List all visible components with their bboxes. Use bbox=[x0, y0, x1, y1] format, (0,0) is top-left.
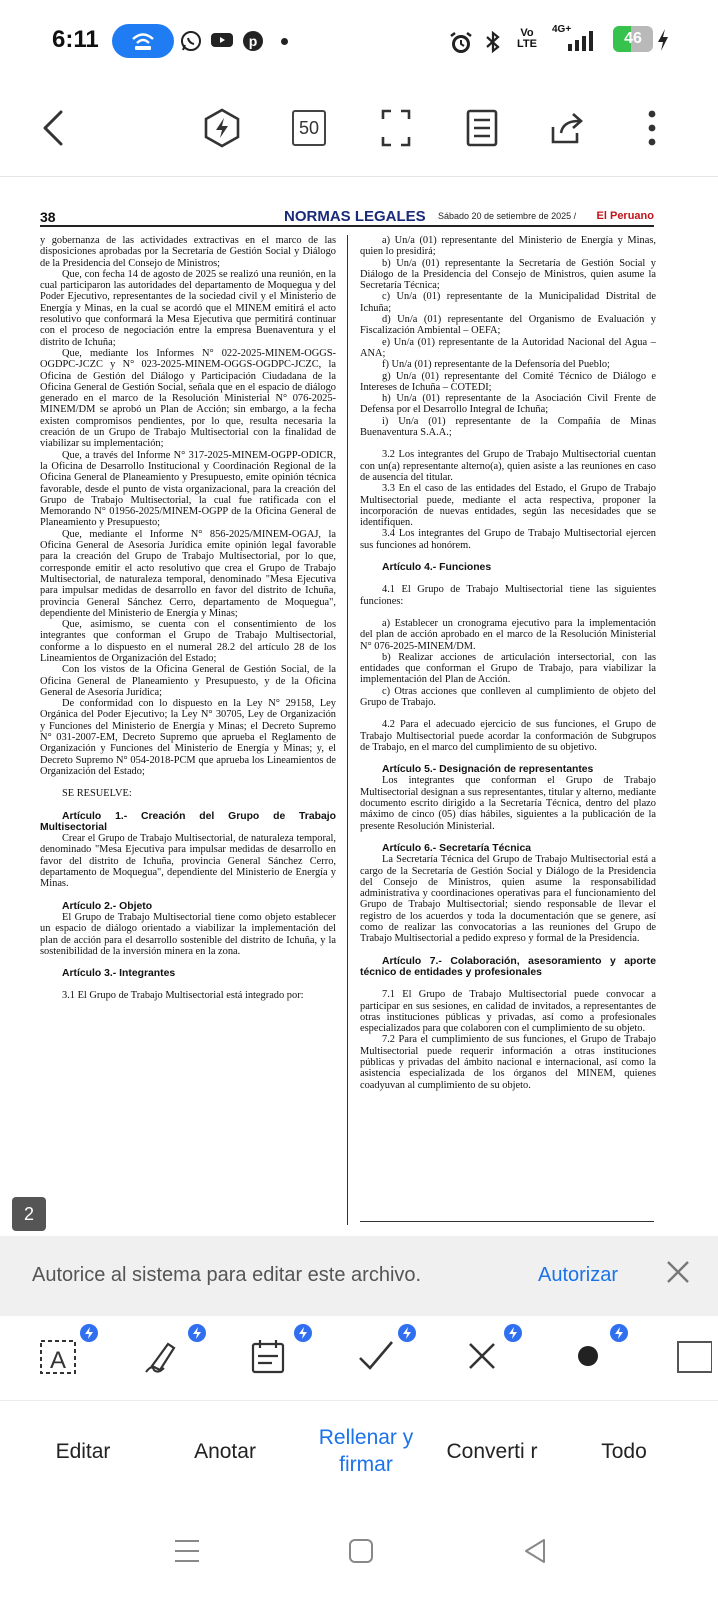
battery-level: 46 bbox=[624, 30, 642, 47]
premium-badge-icon bbox=[504, 1324, 522, 1342]
paragraph: Con los vistos de la Oficina General de Gestión Social, de la Oficina General de Planeamiento y Presupuesto, y de la Oficina General de Asesoría Jurídica; bbox=[40, 664, 336, 698]
whatsapp-icon bbox=[180, 30, 202, 52]
paragraph: La Secretaría Técnica del Grupo de Trabajo Multisectorial está a cargo de la Secretaría de Gestión Social y Diálogo de la Presidencia del Consejo de Ministros, quien asume la responsabilidad administrativa y coordinaciones operativas para el funcionamiento del Grupo de Trabajo Multisectorial; siendo responsable de llevar el registro de los acuerdos y toda la documentación que se genere, así como de realizar las convocatorias a las reuniones del Grupo de Trabajo Multisectorial a pedido expreso y formal de la Presidencia. bbox=[360, 854, 656, 945]
paragraph: a) Un/a (01) representante del Ministerio de Energía y Minas, quien lo presidirá; bbox=[360, 235, 656, 258]
back-nav-icon[interactable] bbox=[520, 1536, 550, 1566]
permission-banner bbox=[0, 1236, 718, 1316]
recents-icon[interactable] bbox=[172, 1536, 202, 1566]
article-heading: Artículo 4.- Funciones bbox=[382, 562, 492, 574]
paragraph: f) Un/a (01) representante de la Defensoría del Pueblo; bbox=[382, 359, 610, 371]
column-divider bbox=[347, 235, 348, 1225]
battery-indicator bbox=[613, 26, 653, 52]
article-heading: Artículo 3.- Integrantes bbox=[62, 968, 176, 980]
paragraph: Que, con fecha 14 de agosto de 2025 se realizó una reunión, en la cual participaron las autoridades del departamento de Moquegua y del Poder Ejecutivo, representantes de la sociedad civil y el Ministerio de Energía y Minas, en la cual se acordó que el MINEM emitirá el acto resolutivo que conformará la Mesa Ejecutiva que permitirá continuar con el proceso de negociación entre la empresa Buenaventura y el distrito de Ichuña; bbox=[40, 268, 336, 348]
tab-todo[interactable]: Todo bbox=[601, 1439, 647, 1463]
publication-date: Sábado 20 de setiembre de 2025 / bbox=[438, 211, 577, 221]
home-icon[interactable] bbox=[346, 1536, 376, 1566]
paragraph: y gobernanza de las actividades extractivas en el marco de las disposiciones aprobadas por la Secretaría de Gestión Social y Diálogo de la Presidencia del Consejo de Ministros; bbox=[40, 235, 336, 269]
article-heading: Artículo 1.- Creación del Grupo de Trabajo Multisectorial bbox=[40, 810, 336, 833]
right-column bbox=[360, 235, 656, 1091]
paragraph: h) Un/a (01) representante de la Asociación Civil Frente de Defensa por el Desarrollo Integral de Ichuña; bbox=[360, 393, 656, 416]
paragraph: 7.1 El Grupo de Trabajo Multisectorial puede convocar a participar en sus sesiones, en calidad de invitados, a representantes de otras instituciones públicas y privadas, así como a profesionales especializados para que colaboren con el cumplimiento de su objeto. bbox=[360, 989, 656, 1035]
paragraph: i) Un/a (01) representante de la Compañía de Minas Buenaventura S.A.A.; bbox=[360, 415, 656, 439]
tab-rellenar-y-firmar[interactable]: Rellenar y firmar bbox=[318, 1426, 414, 1476]
notification-dot bbox=[281, 38, 288, 45]
tab-convertir[interactable]: Converti r bbox=[446, 1439, 538, 1463]
checkmark-icon[interactable] bbox=[354, 1334, 398, 1378]
system-nav-bar bbox=[0, 1500, 718, 1599]
bluetooth-icon bbox=[484, 30, 502, 54]
svg-text:p: p bbox=[248, 33, 258, 49]
paragraph: b) Realizar acciones de articulación intersectorial, con las entidades que conforman el Grupo de Trabajo, para viabilizar la implementación del Plan de Acción. bbox=[360, 651, 656, 686]
pdf-page[interactable] bbox=[0, 176, 718, 1236]
boost-icon[interactable] bbox=[200, 106, 244, 150]
charging-icon bbox=[656, 28, 670, 52]
page-bottom-rule bbox=[360, 1221, 654, 1222]
paragraph: 3.1 El Grupo de Trabajo Multisectorial está integrado por: bbox=[62, 990, 304, 1002]
current-page-badge: 2 bbox=[12, 1197, 46, 1231]
tab-editar[interactable]: Editar bbox=[55, 1439, 111, 1463]
status-bar bbox=[0, 0, 718, 80]
premium-badge-icon bbox=[398, 1324, 416, 1342]
more-icon[interactable] bbox=[644, 106, 660, 150]
paragraph: g) Un/a (01) representante del Comité Técnico de Diálogo e Intereses de Ichuña – COTEDI; bbox=[360, 370, 656, 393]
paragraph: 4.1 El Grupo de Trabajo Multisectorial tiene las siguientes funciones: bbox=[360, 584, 656, 607]
page-number: 38 bbox=[40, 209, 56, 225]
paragraph: c) Un/a (01) representante de la Municipalidad Distrital de Ichuña; bbox=[360, 291, 656, 314]
section-title: NORMAS LEGALES bbox=[284, 208, 426, 225]
back-icon[interactable] bbox=[36, 106, 70, 150]
viewer-toolbar bbox=[0, 80, 718, 176]
share-icon[interactable] bbox=[548, 106, 588, 150]
paragraph: El Grupo de Trabajo Multisectorial tiene como objeto establecer un espacio de diálogo orientado a viabilizar la implementación del plan de acción para el desarrollo sostenible del distrito de Ichuña, y la sostenibilidad de la inversión minera en la zona. bbox=[40, 911, 336, 957]
paragraph: Crear el Grupo de Trabajo Multisectorial, de naturaleza temporal, denominado "Mesa Ejecutiva para impulsar medidas de desarrollo en favor del distrito de Ichuña, provincia General Sánchez Cerro, departamento de Moquegua", dependiente del Ministerio de Energía y Minas. bbox=[40, 833, 336, 890]
resolution-heading: SE RESUELVE: bbox=[62, 788, 132, 800]
premium-badge-icon bbox=[294, 1324, 312, 1342]
signal-label: 4G+ bbox=[552, 24, 572, 35]
paragraph: b) Un/a (01) representante la Secretaría de Gestión Social y Diálogo de la Presidencia del Consejo de Ministros, quien asume la Secretaría Técnica; bbox=[360, 257, 656, 292]
paragraph: 3.4 Los integrantes del Grupo de Trabajo Multisectorial ejercen sus funciones ad honórem. bbox=[360, 528, 656, 551]
page-count: 50 bbox=[292, 110, 326, 146]
paragraph: a) Establecer un cronograma ejecutivo para la implementación del plan de acción aprobado en el marco de la Resolución Ministerial N° 076-2025-MINEM/DM. bbox=[360, 617, 656, 652]
reader-mode-icon[interactable] bbox=[464, 106, 500, 150]
alarm-icon bbox=[448, 30, 474, 56]
tab-anotar[interactable]: Anotar bbox=[194, 1439, 256, 1463]
authorize-button[interactable]: Autorizar bbox=[538, 1264, 619, 1286]
status-time: 6:11 bbox=[52, 26, 99, 53]
hotspot-icon[interactable] bbox=[112, 24, 174, 58]
paragraph: Que, mediante el Informe N° 856-2025/MINEM-OGAJ, la Oficina General de Asesoría Jurídica emite opinión legal favorable para la creación del Grupo de Trabajo Multisectorial, por lo que, corresponde emitir el acto resolutivo que crea el Grupo de Trabajo Multisectorial, de naturaleza temporal, denominado "Mesa Ejecutiva para impulsar medidas de desarrollo en favor del distrito de Ichuña, provincia General Sánchez Cerro, departamento de Moquegua", dependiente del Ministerio de Energía y Minas; bbox=[40, 528, 336, 619]
paragraph: c) Otras acciones que conlleven al cumplimiento de objeto del Grupo de Trabajo. bbox=[360, 685, 656, 708]
fullscreen-icon[interactable] bbox=[378, 106, 414, 150]
text-box-icon[interactable] bbox=[36, 1334, 80, 1378]
page-count-button[interactable] bbox=[292, 106, 326, 150]
article-heading: Artículo 2.- Objeto bbox=[62, 900, 153, 912]
newspaper-brand: El Peruano bbox=[596, 210, 654, 222]
premium-badge-icon bbox=[188, 1324, 206, 1342]
svg-text:A: A bbox=[49, 1347, 67, 1374]
youtube-icon bbox=[210, 30, 234, 50]
form-fill-icon[interactable] bbox=[246, 1334, 290, 1378]
premium-badge-icon bbox=[610, 1324, 628, 1342]
paragraph: 3.3 En el caso de las entidades del Estado, el Grupo de Trabajo Multisectorial puede, mediante el acta respectiva, proponer la incorporación de nuevas entidades, según las necesidades que se identifiquen. bbox=[360, 483, 656, 529]
page-header bbox=[40, 207, 654, 227]
volte-label: Vo LTE bbox=[517, 27, 537, 50]
banner-message: Autorice al sistema para editar este archivo. bbox=[32, 1264, 422, 1286]
paragraph: e) Un/a (01) representante de la Autoridad Nacional del Agua – ANA; bbox=[360, 336, 656, 359]
premium-badge-icon bbox=[80, 1324, 98, 1342]
left-column bbox=[40, 235, 336, 1002]
cross-mark-icon[interactable] bbox=[460, 1334, 504, 1378]
article-heading: Artículo 5.- Designación de representantes bbox=[382, 764, 594, 776]
article-heading: Artículo 6.- Secretaría Técnica bbox=[382, 842, 531, 854]
paragraph: Que, mediante los Informes N° 022-2025-MINEM-OGGS-OGDPC-JCZC y N° 023-2025-MINEM-OGGS-OGDPC-JCZC, la Oficina de Gestión del Diálogo y Participación Ciudadana de la Oficina General de Gestión Social, señala que en el espacio de diálogo generado en el marco de la Resolución Ministerial N° 076-2025-MINEM/DM se aprobó un Plan de Acción; sin embargo, a la fecha existen compromisos pendientes, por lo que, resulta necesaria la creación de un Grupo de Trabajo Multisectorial con la finalidad de viabilizar su implementación; bbox=[40, 347, 336, 450]
paragraph: De conformidad con lo dispuesto en la Ley N° 29158, Ley Orgánica del Poder Ejecutivo; la Ley N° 30705, Ley de Organización y Funciones del Ministerio de Energía y Minas; el Decreto Supremo N° 031-2007-EM, Decreto Supremo que aprueba el Reglamento de Organización y Funciones del Ministerio de Energía y Minas; y, el Decreto Supremo N° 054-2018-PCM que aprueba los Lineamientos de Organización del Estado; bbox=[40, 698, 336, 777]
fill-sign-tools bbox=[0, 1316, 718, 1400]
bottom-tab-bar bbox=[0, 1400, 718, 1500]
paragraph: 7.2 Para el cumplimiento de sus funciones, el Grupo de Trabajo Multisectorial puede requerir información a otras instituciones públicas y privadas del ámbito nacional e internacional, así como la asistencia especializada de los órganos del MINEM, quienes coadyuvan al cumplimiento de su objeto. bbox=[360, 1034, 656, 1091]
signal-icon bbox=[566, 30, 596, 52]
close-icon[interactable] bbox=[664, 1258, 692, 1286]
paragraph: Los integrantes que conforman el Grupo de Trabajo Multisectorial designan a sus representantes, titular y alterno, mediante documento escrito dirigido a la Secretaría Técnica, dentro del plazo máximo de cinco (05) días hábiles, siguientes a la publicación de la presente Resolución Ministerial. bbox=[360, 775, 656, 832]
dot-icon[interactable] bbox=[566, 1334, 610, 1378]
paragraph: d) Un/a (01) representante del Organismo de Evaluación y Fiscalización Ambiental – OEFA; bbox=[360, 314, 656, 337]
paragraph: Que, asimismo, se cuenta con el consentimiento de los integrantes que conforman el Grupo de Trabajo Multisectorial, conforme a lo dispuesto en el numeral 28.2 del artículo 28 de los Lineamientos de Organización del Estado; bbox=[40, 619, 336, 664]
paragraph: 4.2 Para el adecuado ejercicio de sus funciones, el Grupo de Trabajo Multisectorial puede acordar la conformación de Subgrupos de Trabajo, en el marco del cumplimiento de su objetivo. bbox=[360, 719, 656, 753]
paragraph: 3.2 Los integrantes del Grupo de Trabajo Multisectorial cuentan con un(a) representante alterno(a), quien asiste a las reuniones en caso de ausencia del titular. bbox=[360, 449, 656, 483]
article-heading: Artículo 7.- Colaboración, asesoramiento y aporte técnico de entidades y profesionales bbox=[360, 955, 656, 978]
rectangle-icon[interactable] bbox=[672, 1334, 712, 1378]
signature-pen-icon[interactable] bbox=[140, 1334, 184, 1378]
paragraph: Que, a través del Informe N° 317-2025-MINEM-OGPP-ODICR, la Oficina de Desarrollo Institucional y Coordinación Regional de la Oficina General de Planeamiento y Presupuesto, emite opinión técnica favorable, desde el punto de vista organizacional, para la creación del Grupo de Trabajo Multisectorial, la cual fue ratificada con el Memorando N° 01956-2025/MINEM-OGPP de la Oficina General de Planeamiento y Presupuesto; bbox=[40, 449, 336, 529]
pinterest-icon bbox=[242, 30, 264, 52]
